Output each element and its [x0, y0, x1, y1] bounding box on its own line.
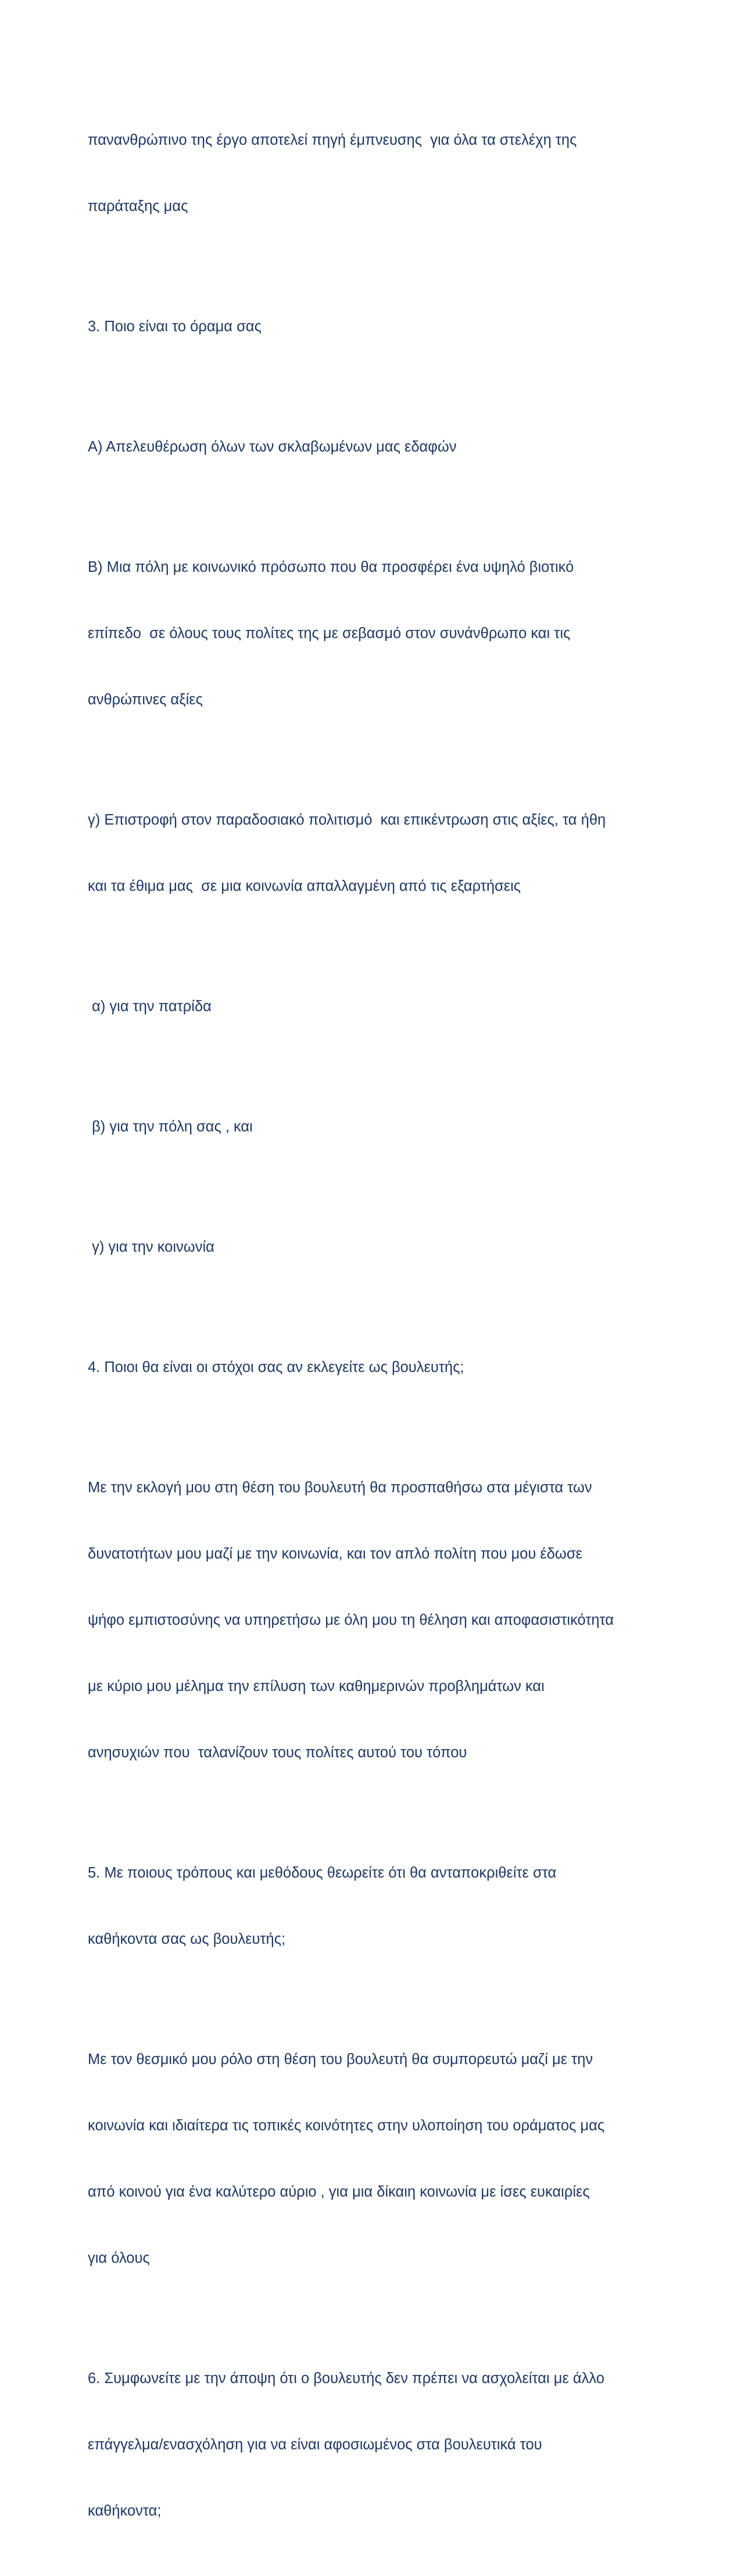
text-line: 3. Ποιο είναι το όραμα σας	[88, 318, 262, 335]
text-line: α) για την πατρίδα	[88, 998, 212, 1015]
text-line: 4. Ποιοι θα είναι οι στόχοι σας αν εκλεγείτε ως βουλευτής;	[88, 1359, 464, 1375]
text-line: β) για την πόλη σας , και	[88, 1119, 253, 1135]
text-line: επάγγελμα/ενασχόληση για να είναι αφοσιωμένος στα βουλευτικά του	[88, 2437, 542, 2453]
text-line: καθήκοντα σας ως βουλευτής;	[88, 1931, 286, 1947]
text-line: Β) Μια πόλη με κοινωνικό πρόσωπο που θα προσφέρει ένα υψηλό βιοτικό	[88, 559, 574, 575]
text-line: καθήκοντα;	[88, 2503, 162, 2519]
answer-5	[88, 2004, 669, 2313]
text-line: 5. Με ποιους τρόπους και μεθόδους θεωρείτε ότι θα ανταποκριθείτε στα	[88, 1865, 557, 1881]
text-line: πανανθρώπινο της έργο αποτελεί πηγή έμπνευσης για όλα τα στελέχη της	[88, 132, 577, 148]
text-line: γ) για την κοινωνία	[88, 1239, 214, 1255]
answer-4	[88, 1432, 669, 1808]
text-line: και τα έθιμα μας σε μια κοινωνία απαλλαγμένη από τις εξαρτήσεις	[88, 878, 521, 894]
text-line: κοινωνία και ιδιαίτερα τις τοπικές κοινότητες στην υλοποίηση του οράματος μας	[88, 2118, 605, 2134]
text-line: Με την εκλογή μου στη θέση του βουλευτή θα προσπαθήσω στα μέγιστα των	[88, 1479, 592, 1496]
text-line: με κύριο μου μέλημα την επίλυση των καθημερινών προβλημάτων και	[88, 1678, 545, 1694]
answer-3-c	[88, 765, 669, 941]
text-line: ψήφο εμπιστοσύνης να υπηρετήσω με όλη μου τη θέληση και αποφασιστικότητα	[88, 1612, 614, 1628]
paragraph-intro-continuation	[88, 85, 669, 261]
question-3-heading	[88, 271, 669, 382]
answer-3-b	[88, 512, 669, 755]
text-line: ανησυχιών που ταλανίζουν τους πολίτες αυτού του τόπου	[88, 1744, 467, 1761]
list-item-homeland	[88, 951, 669, 1062]
text-line: ανθρώπινες αξίες	[88, 692, 203, 708]
text-line: Α) Απελευθέρωση όλων των σκλαβωμένων μας εδαφών	[88, 439, 457, 455]
list-item-society	[88, 1192, 669, 1302]
question-4-heading	[88, 1312, 669, 1423]
answer-3-a	[88, 392, 669, 502]
text-line: Με τον θεσμικό μου ρόλο στη θέση του βουλευτή θα συμπορευτώ μαζί με την	[88, 2051, 593, 2068]
text-line: δυνατοτήτων μου μαζί με την κοινωνία, και τον απλό πολίτη που μου έδωσε	[88, 1546, 582, 1562]
list-item-city	[88, 1072, 669, 1182]
text-line: γ) Επιστροφή στον παραδοσιακό πολιτισμό και επικέντρωση στις αξίες, τα ήθη	[88, 812, 606, 828]
text-line: 6. Συμφωνείτε με την άποψη ότι ο βουλευτής δεν πρέπει να ασχολείται με άλλο	[88, 2370, 604, 2387]
text-line: παράταξης μας	[88, 198, 188, 214]
text-line: επίπεδο σε όλους τους πολίτες της με σεβασμό στον συνάνθρωπο και τις	[88, 625, 571, 642]
document-page	[88, 85, 669, 2576]
question-5-heading	[88, 1818, 669, 1994]
text-line: για όλους	[88, 2250, 150, 2266]
text-line: από κοινού για ένα καλύτερο αύριο , για μια δίκαιη κοινωνία με ίσες ευκαιρίες	[88, 2184, 590, 2200]
question-6-heading	[88, 2323, 669, 2566]
